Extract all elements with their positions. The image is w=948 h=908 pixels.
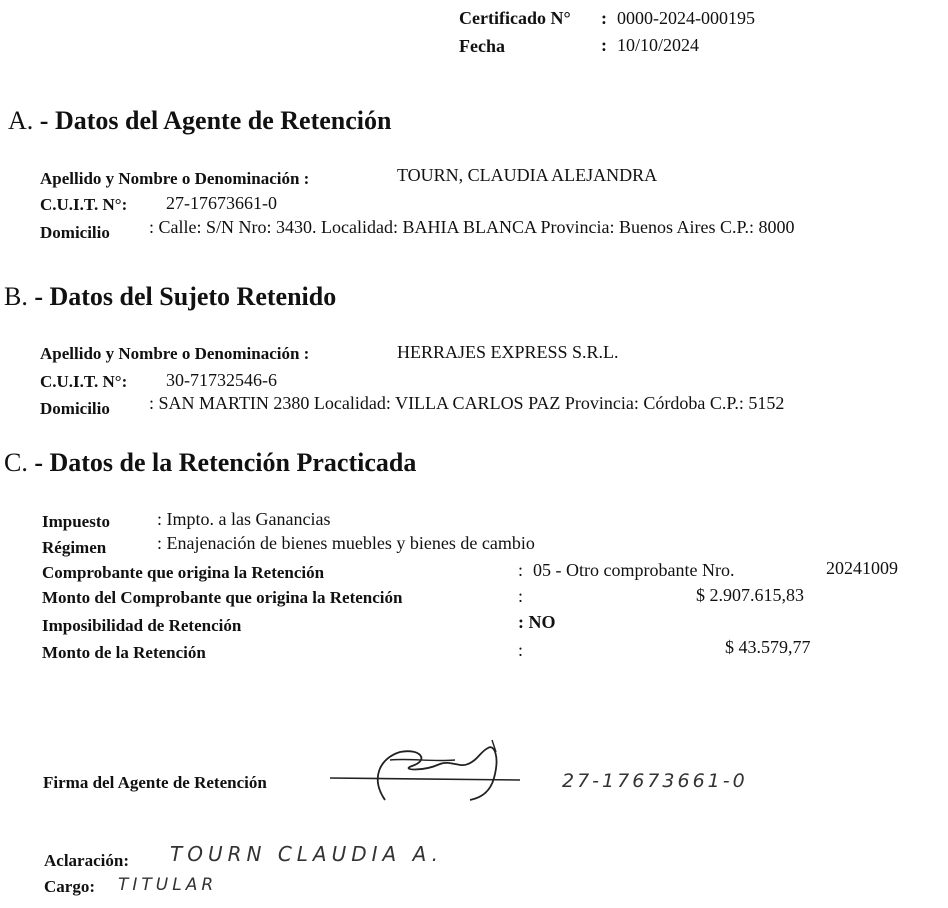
tax-value: : Impto. a las Ganancias: [157, 509, 331, 529]
retention-amount-value: $ 43.579,77: [725, 637, 811, 657]
section-a-letter: A.: [8, 106, 34, 135]
section-a-heading: [8, 106, 391, 136]
impossibility-label: Imposibilidad de Retención: [42, 616, 242, 635]
agent-address-label: Domicilio: [40, 223, 110, 242]
section-c-heading: [4, 448, 416, 478]
tax-label: Impuesto: [42, 512, 111, 531]
date-label: Fecha: [459, 36, 505, 56]
handwritten-position: TITULAR: [118, 875, 218, 895]
certificate-number-separator: :: [601, 8, 607, 28]
agent-name-value: TOURN, CLAUDIA ALEJANDRA: [397, 165, 658, 185]
retained-name-value: HERRAJES EXPRESS S.R.L.: [397, 342, 619, 362]
retained-address-value: : SAN MARTIN 2380 Localidad: VILLA CARLOS PAZ Provincia: Córdoba C.P.: 5152: [149, 393, 785, 413]
signature-scribble: [330, 738, 530, 808]
agent-cuit-label: C.U.I.T. N°:: [40, 195, 128, 214]
impossibility-value: : NO: [518, 612, 556, 632]
regime-value: : Enajenación de bienes muebles y bienes de cambio: [157, 533, 535, 553]
retained-cuit-label: C.U.I.T. N°:: [40, 372, 128, 391]
retained-address-label: Domicilio: [40, 399, 110, 418]
section-b-title: - Datos del Sujeto Retenido: [34, 282, 337, 311]
agent-address-value: : Calle: S/N Nro: 3430. Localidad: BAHIA BLANCA Provincia: Buenos Aires C.P.: 8000: [149, 217, 795, 237]
section-c-title: - Datos de la Retención Practicada: [34, 448, 417, 477]
voucher-amount-label: Monto del Comprobante que origina la Retención: [42, 588, 403, 607]
regime-label: Régimen: [42, 538, 107, 557]
certificate-number-label: Certificado N°: [459, 8, 571, 28]
retained-name-label: Apellido y Nombre o Denominación :: [40, 344, 310, 363]
voucher-number: 20241009: [826, 558, 898, 578]
position-label: Cargo:: [44, 877, 95, 896]
certificate-number-value: 0000-2024-000195: [617, 8, 755, 28]
voucher-amount-separator: :: [518, 586, 524, 606]
voucher-value: 05 - Otro comprobante Nro.: [533, 560, 735, 580]
voucher-label: Comprobante que origina la Retención: [42, 563, 325, 582]
handwritten-cuit: 27-17673661-0: [562, 770, 748, 792]
section-a-title: - Datos del Agente de Retención: [39, 106, 392, 135]
date-separator: :: [601, 35, 607, 55]
section-c-letter: C.: [4, 448, 28, 477]
date-value: 10/10/2024: [617, 35, 700, 55]
retention-amount-separator: :: [518, 640, 524, 660]
voucher-amount-value: $ 2.907.615,83: [696, 585, 804, 605]
clarification-label: Aclaración:: [44, 851, 129, 870]
retention-amount-label: Monto de la Retención: [42, 643, 206, 662]
signature-label: Firma del Agente de Retención: [43, 773, 267, 792]
retained-cuit-value: 30-71732546-6: [166, 370, 277, 390]
section-b-letter: B.: [4, 282, 28, 311]
agent-name-label: Apellido y Nombre o Denominación :: [40, 169, 310, 188]
voucher-separator: :: [518, 560, 524, 580]
agent-cuit-value: 27-17673661-0: [166, 193, 277, 213]
handwritten-clarification: TOURN CLAUDIA A.: [170, 842, 443, 866]
section-b-heading: [4, 282, 336, 312]
